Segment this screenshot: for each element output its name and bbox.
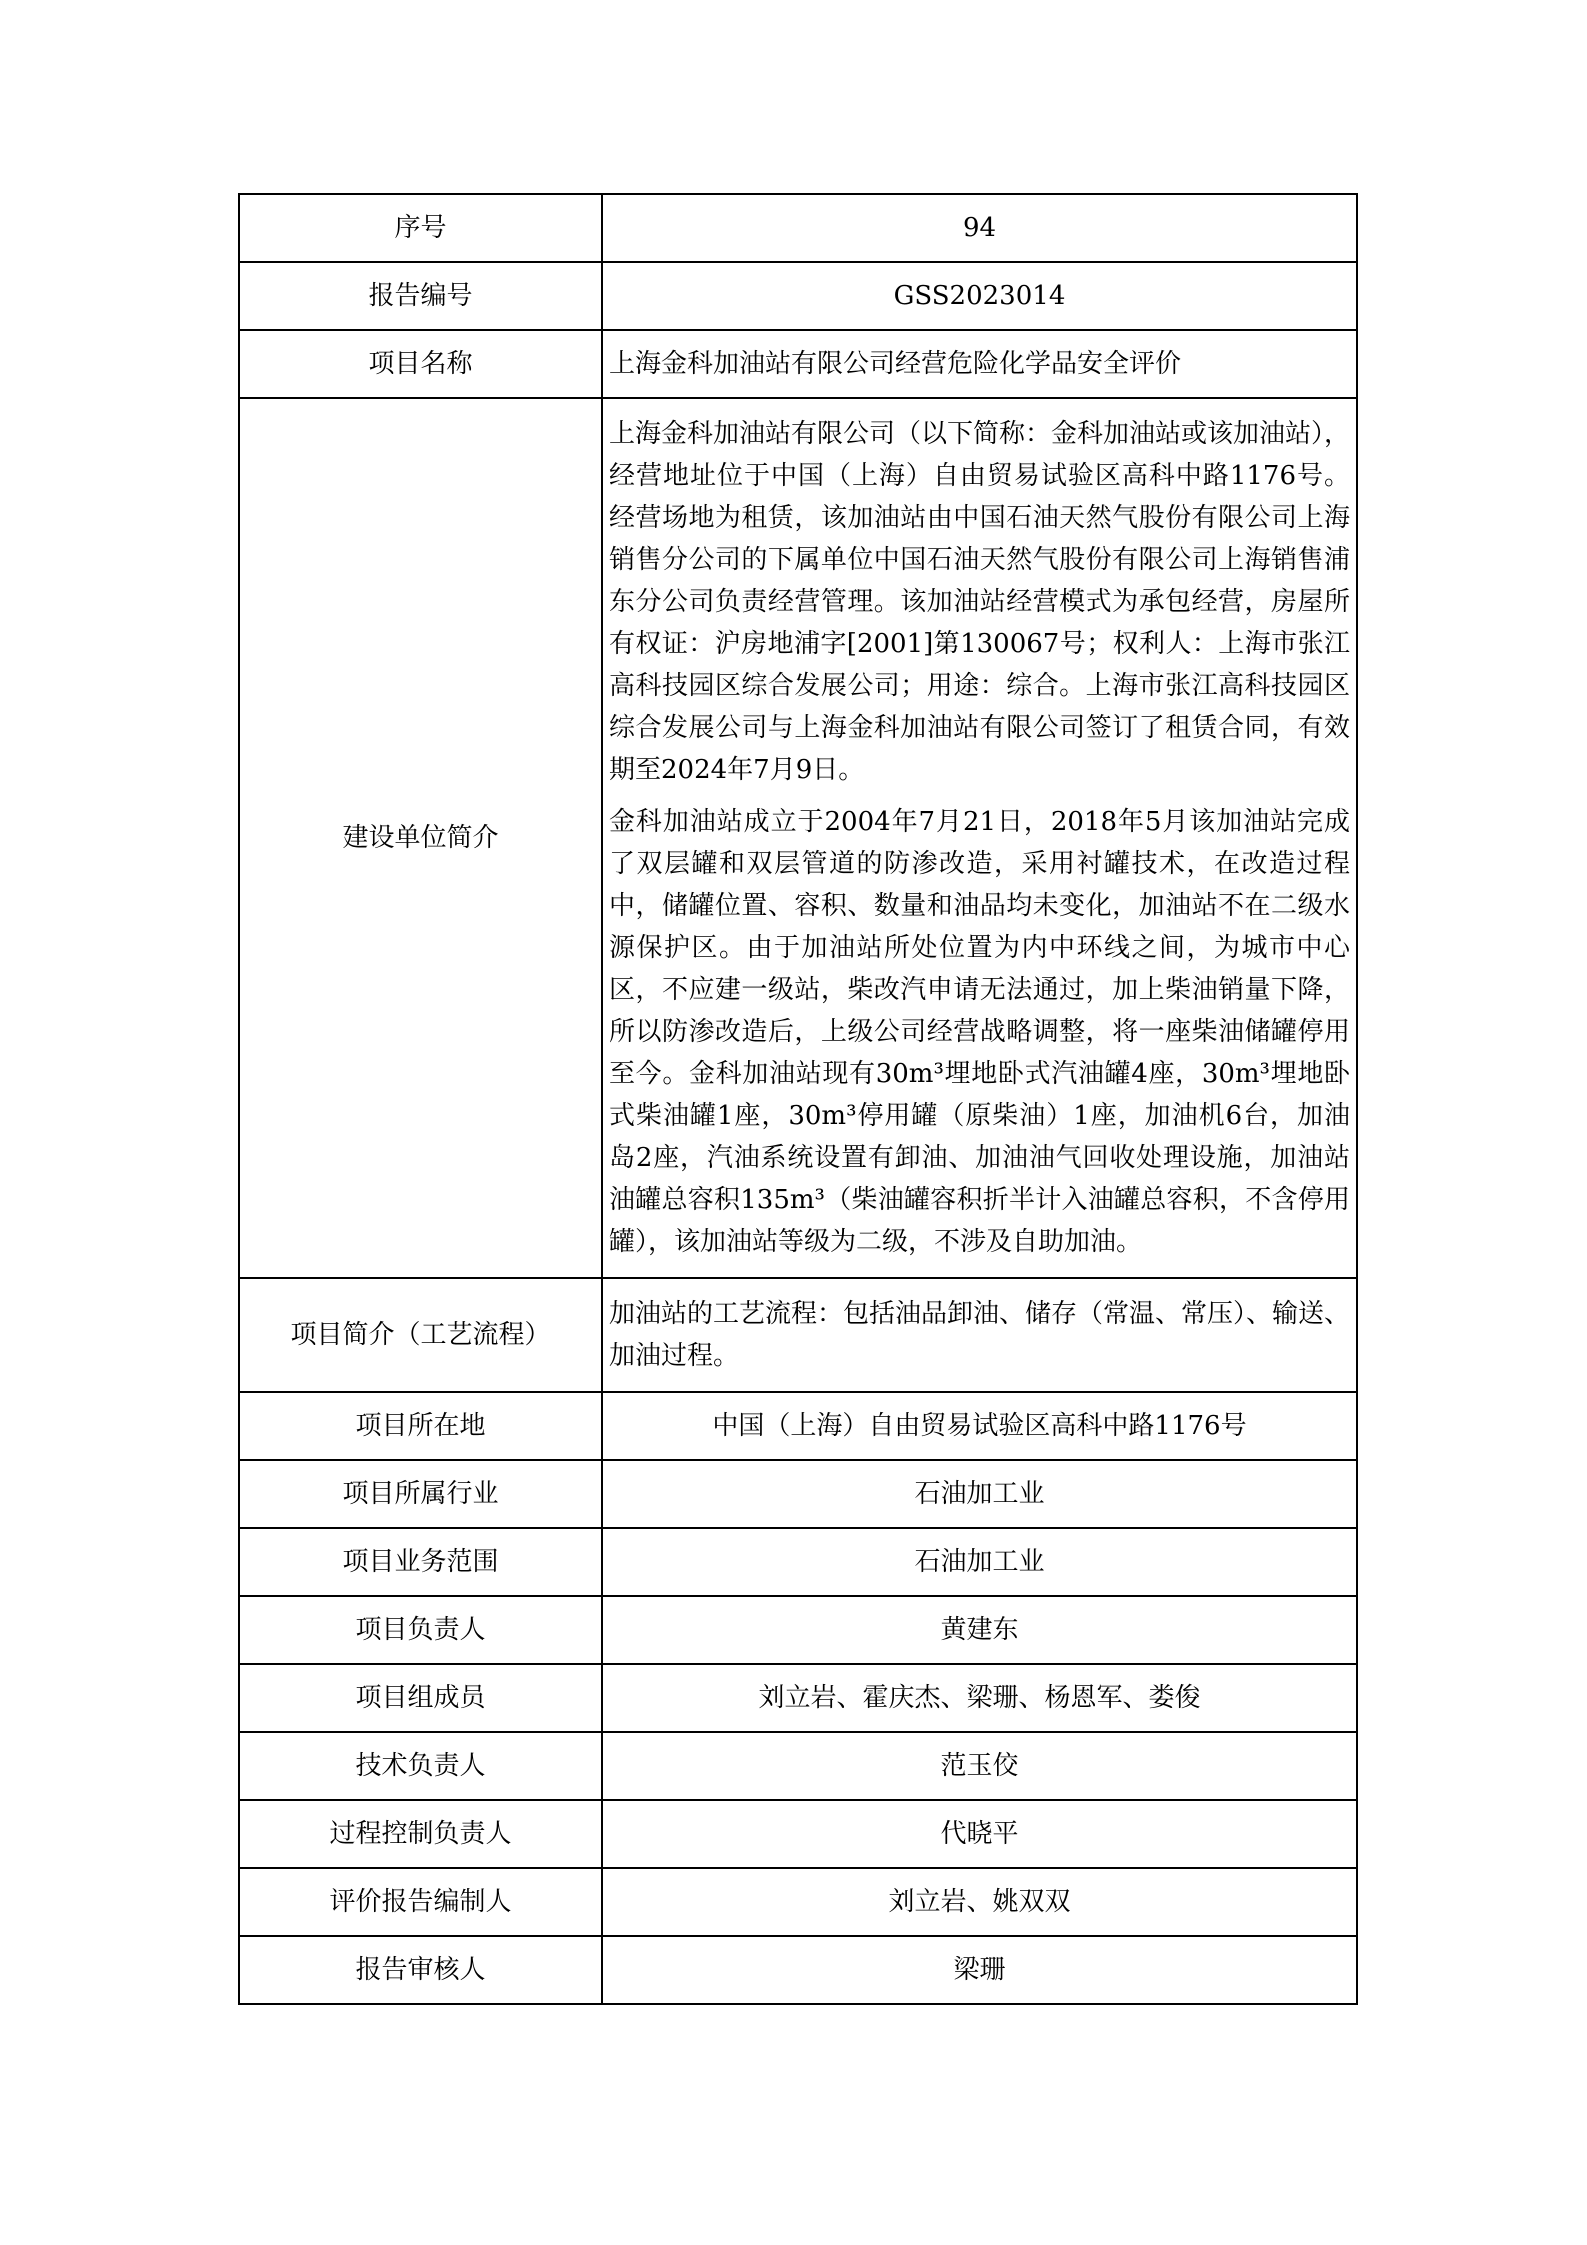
tech-lead-label: 技术负责人 xyxy=(239,1732,602,1800)
business-scope-value: 石油加工业 xyxy=(602,1528,1357,1596)
project-lead-label: 项目负责人 xyxy=(239,1596,602,1664)
company-intro-label: 建设单位简介 xyxy=(239,398,602,1278)
project-name-value: 上海金科加油站有限公司经营危险化学品安全评价 xyxy=(602,330,1357,398)
reviewer-label: 报告审核人 xyxy=(239,1936,602,2004)
project-info-table xyxy=(238,193,1358,2005)
process-value: 加油站的工艺流程：包括油品卸油、储存（常温、常压）、输送、加油过程。 xyxy=(602,1278,1357,1392)
row-report-authors xyxy=(239,1868,1357,1936)
row-company-intro xyxy=(239,398,1357,1278)
serial-label: 序号 xyxy=(239,194,602,262)
row-project-name xyxy=(239,330,1357,398)
row-location xyxy=(239,1392,1357,1460)
process-label: 项目简介（工艺流程） xyxy=(239,1278,602,1392)
row-project-lead xyxy=(239,1596,1357,1664)
process-control-lead-label: 过程控制负责人 xyxy=(239,1800,602,1868)
process-control-lead-value: 代晓平 xyxy=(602,1800,1357,1868)
project-name-label: 项目名称 xyxy=(239,330,602,398)
business-scope-label: 项目业务范围 xyxy=(239,1528,602,1596)
report-no-value: GSS2023014 xyxy=(602,262,1357,330)
company-intro-paragraph-2: 金科加油站成立于2004年7月21日，2018年5月该加油站完成了双层罐和双层管道的防渗改造，采用衬罐技术，在改造过程中，储罐位置、容积、数量和油品均未变化，加油站不在二级水源保护区。由于加油站所处位置为内中环线之间，为城市中心区，不应建一级站，柴改汽申请无法通过，加上柴油销量下降，所以防渗改造后，上级公司经营战略调整，将一座柴油储罐停用至今。金科加油站现有30m³埋地卧式汽油罐4座，30m³埋地卧式柴油罐1座，30m³停用罐（原柴油）1座，加油机6台，加油岛2座，汽油系统设置有卸油、加油油气回收处理设施，加油站油罐总容积135m³（柴油罐容积折半计入油罐总容积，不含停用罐），该加油站等级为二级，不涉及自助加油。 xyxy=(609,807,1350,1257)
row-reviewer xyxy=(239,1936,1357,2004)
tech-lead-value: 范玉佼 xyxy=(602,1732,1357,1800)
project-lead-value: 黄建东 xyxy=(602,1596,1357,1664)
serial-value: 94 xyxy=(602,194,1357,262)
row-tech-lead xyxy=(239,1732,1357,1800)
company-intro-paragraph-1: 上海金科加油站有限公司（以下简称：金科加油站或该加油站），经营地址位于中国（上海）自由贸易试验区高科中路1176号。经营场地为租赁，该加油站由中国石油天然气股份有限公司上海销售分公司的下属单位中国石油天然气股份有限公司上海销售浦东分公司负责经营管理。该加油站经营模式为承包经营，房屋所有权证：沪房地浦字[2001]第130067号；权利人：上海市张江高科技园区综合发展公司；用途：综合。上海市张江高科技园区综合发展公司与上海金科加油站有限公司签订了租赁合同，有效期至2024年7月9日。 xyxy=(609,419,1351,785)
row-process xyxy=(239,1278,1357,1392)
report-authors-value: 刘立岩、姚双双 xyxy=(602,1868,1357,1936)
industry-value: 石油加工业 xyxy=(602,1460,1357,1528)
report-no-label: 报告编号 xyxy=(239,262,602,330)
row-process-control-lead xyxy=(239,1800,1357,1868)
row-industry xyxy=(239,1460,1357,1528)
company-intro-value xyxy=(602,398,1357,1278)
report-authors-label: 评价报告编制人 xyxy=(239,1868,602,1936)
location-label: 项目所在地 xyxy=(239,1392,602,1460)
team-members-value: 刘立岩、霍庆杰、梁珊、杨恩军、娄俊 xyxy=(602,1664,1357,1732)
row-report-no xyxy=(239,262,1357,330)
location-value: 中国（上海）自由贸易试验区高科中路1176号 xyxy=(602,1392,1357,1460)
team-members-label: 项目组成员 xyxy=(239,1664,602,1732)
reviewer-value: 梁珊 xyxy=(602,1936,1357,2004)
row-business-scope xyxy=(239,1528,1357,1596)
row-serial xyxy=(239,194,1357,262)
row-team-members xyxy=(239,1664,1357,1732)
industry-label: 项目所属行业 xyxy=(239,1460,602,1528)
